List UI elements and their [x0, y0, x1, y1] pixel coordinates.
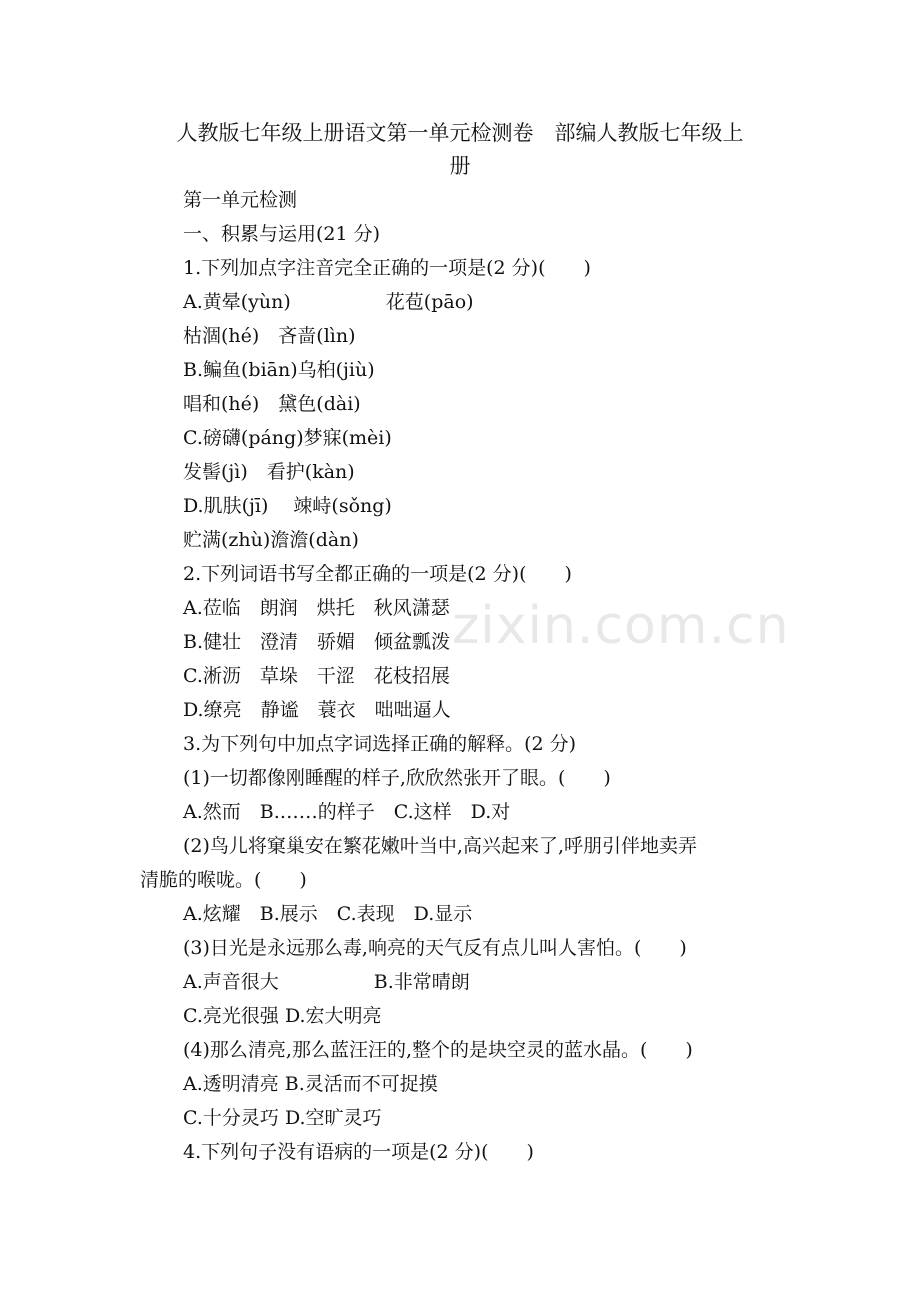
page-title	[140, 117, 780, 183]
part-heading: 一、积累与运用(21 分)	[183, 223, 381, 245]
option-line: D.缭亮 静谧 蓑衣 咄咄逼人	[183, 699, 451, 721]
option-line: A.声音很大 B.非常晴朗	[183, 971, 470, 993]
sub-question-continued: 清脆的喉咙。( )	[140, 869, 307, 891]
question-1: 1.下列加点字注音完全正确的一项是(2 分)( )	[183, 257, 591, 279]
option-line: A.莅临 朗润 烘托 秋风潇瑟	[183, 597, 450, 619]
title-line-2: 册	[449, 154, 471, 178]
option-line: 唱和(hé) 黛色(dài)	[183, 393, 361, 415]
question-3: 3.为下列句中加点字词选择正确的解释。(2 分)	[183, 733, 577, 755]
option-line: 枯涸(hé) 吝啬(lìn)	[183, 325, 356, 347]
sub-question: (4)那么清亮,那么蓝汪汪的,整个的是块空灵的蓝水晶。( )	[183, 1039, 693, 1061]
question-4: 4.下列句子没有语病的一项是(2 分)( )	[183, 1141, 534, 1163]
option-line: D.肌肤(jī) 竦峙(sǒng)	[183, 495, 392, 517]
option-line: C.磅礴(páng)梦寐(mèi)	[183, 427, 392, 449]
option-line: A.然而 B.……的样子 C.这样 D.对	[183, 801, 511, 823]
option-line: 贮满(zhù)澹澹(dàn)	[183, 529, 359, 551]
title-line-1: 人教版七年级上册语文第一单元检测卷 部编人教版七年级上	[176, 121, 744, 145]
sub-question: (2)鸟儿将窠巢安在繁花嫩叶当中,高兴起来了,呼朋引伴地卖弄	[183, 835, 697, 857]
option-line: C.亮光很强 D.宏大明亮	[183, 1005, 382, 1027]
option-line: B.健壮 澄清 骄媚 倾盆瓢泼	[183, 631, 451, 653]
section-heading: 第一单元检测	[183, 189, 298, 211]
option-line: A.黄晕(yùn) 花苞(pāo)	[183, 291, 474, 313]
sub-question: (1)一切都像刚睡醒的样子,欣欣然张开了眼。( )	[183, 767, 611, 789]
option-line: A.炫耀 B.展示 C.表现 D.显示	[183, 903, 473, 925]
option-line: B.鳊鱼(biān)乌桕(jiù)	[183, 359, 375, 381]
option-line: C.淅沥 草垛 干涩 花枝招展	[183, 665, 450, 687]
watermark: zixin.com.cn	[452, 596, 790, 656]
sub-question: (3)日光是永远那么毒,响亮的天气反有点儿叫人害怕。( )	[183, 937, 687, 959]
option-line: A.透明清亮 B.灵活而不可捉摸	[183, 1073, 438, 1095]
option-line: 发髻(jì) 看护(kàn)	[183, 461, 355, 483]
option-line: C.十分灵巧 D.空旷灵巧	[183, 1107, 382, 1129]
question-2: 2.下列词语书写全都正确的一项是(2 分)( )	[183, 563, 572, 585]
